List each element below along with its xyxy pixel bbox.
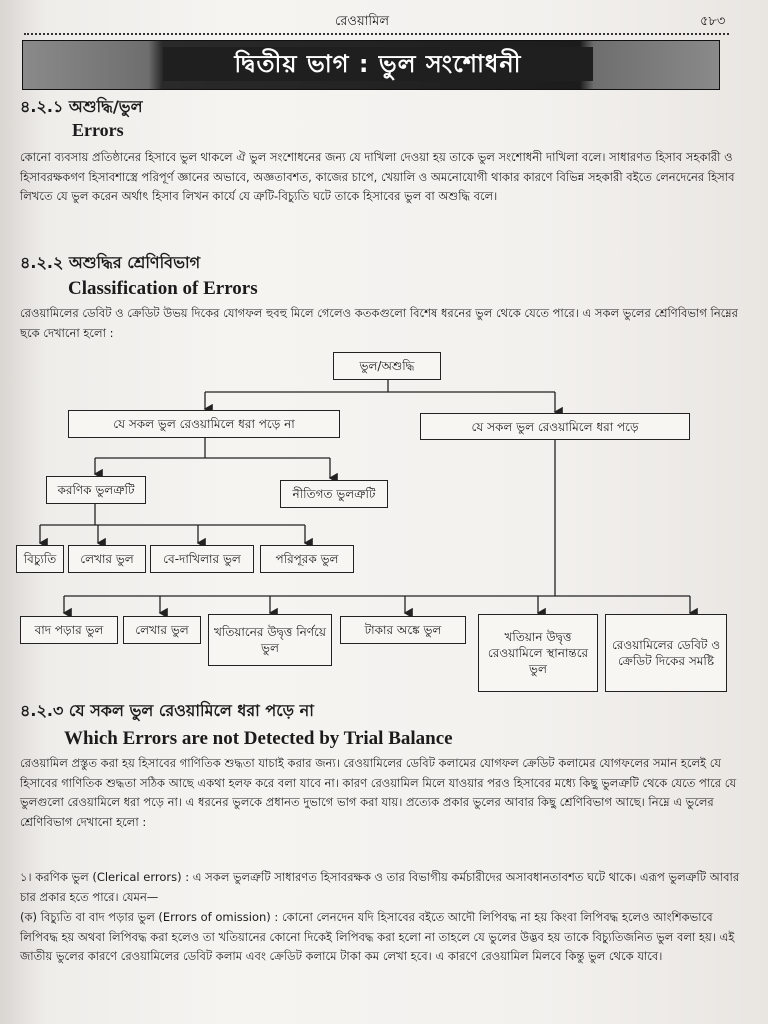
banner-title: দ্বিতীয় ভাগ : ভুল সংশোধনী (163, 47, 593, 81)
diagram-detected-box: যে সকল ভুল রেওয়ামিলে ধরা পড়ে (420, 413, 690, 440)
diagram-ledger-balance-box: খতিয়ানের উদ্বৃত্ত নির্ণয়ে ভুল (208, 614, 332, 666)
page-number: ৫৮৩ (700, 14, 726, 29)
section-3-title: ৪.২.৩ যে সকল ভুল রেওয়ামিলে ধরা পড়ে না (20, 701, 314, 720)
diagram-misposting-box: বে-দাখিলার ভুল (150, 545, 254, 573)
diagram-undetected-box: যে সকল ভুল রেওয়ামিলে ধরা পড়ে না (68, 410, 340, 438)
diagram-transfer-error-box: খতিয়ান উদ্বৃত্ত রেওয়ামিলে স্থানান্তরে ভুল (478, 614, 598, 692)
list-item-clerical: ১। করণিক ভুল (Clerical errors) : এ সকল ভুলত্রুটি সাধারণত হিসাবরক্ষক ও তার বিভাগীয় কর্মচারীদের অসাবধানতাবশত ঘটে থাকে। এরূপ ভুলত্রুটি আবার চার প্রকার হতে পারে। যেমন— (20, 870, 740, 904)
diagram-omission-box: বিচ্যুতি (16, 545, 64, 573)
diagram-clerical-box: করণিক ভুলত্রুটি (46, 476, 146, 504)
diagram-amount-error-box: টাকার অঙ্কে ভুল (340, 616, 466, 644)
header-rule (24, 33, 729, 35)
diagram-principle-box: নীতিগত ভুলত্রুটি (280, 480, 388, 508)
diagram-totals-box: রেওয়ামিলের ডেবিট ও ক্রেডিট দিকের সমষ্টি (605, 614, 727, 692)
section-3-paragraph: রেওয়ামিল প্রস্তুত করা হয় হিসাবের গাণিতিক শুদ্ধতা যাচাই করার জন্য। রেওয়ামিলের ডেবিট কলামের যোগফল ক্রেডিট কলামের যোগফলের সমান হলেই যে হিসাবের গাণিতিক শুদ্ধতা সঠিক আছে একথা হলফ করে বলা যাবে না। কারণ রেওয়ামিল মিলে যাওয়ার পরও হিসাবের মধ্যে কিছু ভুলত্রুটি থেকে যেতে পারে যে ভুলগুলো রেওয়ামিলে ধরা পড়ে না। এ ধরনের ভুলকে প্রধানত দুভাগে ভাগ করা যায়। প্রত্যেক প্রকার ভুলের আবার কিছু শ্রেণিবিভাগ আছে। নিম্নে এ ভুলের শ্রেণিবিভাগ দেখানো হলো : (20, 756, 737, 829)
section-1-english-heading: Errors (72, 120, 124, 140)
diagram-compensating-box: পরিপূরক ভুল (260, 545, 354, 573)
list-item-omission: (ক) বিচ্যুতি বা বাদ পড়ার ভুল (Errors of omission) : কোনো লেনদেন যদি হিসাবের বইতে আদৌ লিপিবদ্ধ না হয় কিংবা লিপিবদ্ধ হলেও আংশিকভাবে লিপিবদ্ধ হয় অথবা লিপিবদ্ধ করা হলেও তা খতিয়ানের কোনো দিকেই লিপিবদ্ধ করা হলো না তাহলে যে ভুলের উদ্ভব হয় তাকে বিচ্যুতিজনিত ভুল বলা হয়। এই জাতীয় ভুলের কারণে রেওয়ামিলের ডেবিট কলাম এবং ক্রেডিট কলামে টাকা কম লেখা হবে। এ কারণে রেওয়ামিল মিলবে কিন্তু ভুল থেকে যাবে। (20, 910, 735, 963)
section-1-title: ৪.২.১ অশুদ্ধি/ভুল (20, 97, 143, 116)
section-1-paragraph: কোনো ব্যবসায় প্রতিষ্ঠানের হিসাবে ভুল থাকলে ঐ ভুল সংশোধনের জন্য যে দাখিলা দেওয়া হয় তাকে ভুল সংশোধনী দাখিলা বলে। সাধারণত হিসাব সহকারী ও হিসাবরক্ষকগণ হিসাবশাস্ত্রে পরিপূর্ণ জ্ঞানের অভাবে, অজ্ঞতাবশত, কাজের চাপে, খেয়ালি ও অমনোযোগী থাকার কারণে বিভিন্ন সহকারী বইতে লেনদেনের হিসাব লিখতে যে ভুল করেন অর্থাৎ হিসাব লিখন কার্যে যে ত্রুটি-বিচ্যুতি ঘটে তাকে হিসাবের ভুল বা অশুদ্ধি বলে। (20, 150, 735, 203)
section-2-paragraph: রেওয়ামিলের ডেবিট ও ক্রেডিট উভয় দিকের যোগফল হুবহু মিলে গেলেও কতকগুলো বিশেষ ধরনের ভুল থেকে যেতে পারে। এ সকল ভুলের শ্রেণিবিভাগ নিম্নের ছকে দেখানো হলো : (20, 306, 738, 340)
diagram-root-box: ভুল/অশুদ্ধি (333, 352, 441, 380)
running-title: রেওয়ামিল (335, 14, 390, 29)
diagram-writing-error-box: লেখার ভুল (123, 616, 201, 644)
diagram-commission-box: লেখার ভুল (68, 545, 146, 573)
section-2-english-heading: Classification of Errors (68, 278, 258, 299)
part-banner (22, 40, 720, 90)
running-header (0, 10, 768, 34)
section-3-english-heading: Which Errors are not Detected by Trial Balance (64, 728, 453, 749)
diagram-omitted-box: বাদ পড়ার ভুল (20, 616, 118, 644)
section-2-title: ৪.২.২ অশুদ্ধির শ্রেণিবিভাগ (20, 253, 201, 272)
